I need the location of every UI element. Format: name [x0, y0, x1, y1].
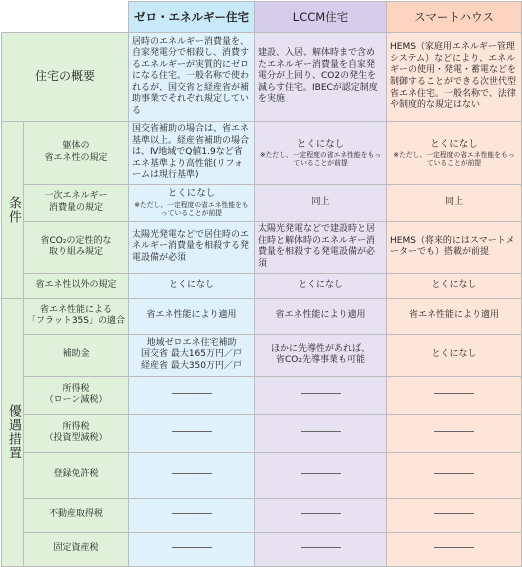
overview-label: 住宅の概要	[2, 33, 129, 122]
cell-main-text: とくになし	[430, 138, 478, 150]
table-row	[2, 532, 522, 566]
row-label: 躯体の 省エネ性の規定	[24, 122, 129, 185]
cell-lccm: 省エネ性能により適用	[255, 298, 387, 334]
table-row	[2, 221, 522, 273]
cell-zeh	[129, 532, 255, 566]
housing-comparison-table	[1, 1, 522, 567]
dash-mark	[172, 513, 212, 514]
cell-smart	[387, 122, 522, 185]
cell-smart: HEMS（将来的にはスマートメーターでも）搭載が前提	[387, 221, 522, 273]
cell-main-text: とくになし	[167, 188, 216, 200]
dash-mark	[172, 547, 212, 548]
cell-lccm: 同上	[255, 184, 387, 221]
dash-mark	[301, 513, 341, 514]
table-row	[2, 498, 522, 532]
cell-lccm: 太陽光発電などで建設時と居住時と解体時のエネルギー消費量を相殺する発電設備が必須	[255, 221, 387, 273]
cell-lccm	[255, 452, 387, 498]
overview-row	[2, 33, 522, 122]
cell-smart: とくになし	[387, 273, 522, 298]
overview-zeh: 居時のエネルギー消費量を、自家発電分で相殺し、消費するエネルギーが実質的にゼロになる住宅。一般名称で使われるが、国交省と経産省が補助事業でそれぞれ規定している	[129, 33, 255, 122]
dash-mark	[172, 393, 212, 394]
header-row	[2, 2, 522, 33]
table-row	[2, 122, 522, 185]
cell-smart	[387, 532, 522, 566]
corner-cell	[2, 2, 129, 33]
dash-mark	[301, 547, 341, 548]
cell-main-text: とくになし	[296, 138, 345, 150]
cell-smart	[387, 376, 522, 414]
row-label: 補助金	[24, 334, 129, 376]
row-label: 省エネ性能による 「フラット35S」の適合	[24, 298, 129, 334]
cell-zeh: 省エネ性能により適用	[129, 298, 255, 334]
cell-smart	[387, 414, 522, 452]
row-label: 所得税 （ローン減税）	[24, 376, 129, 414]
cell-note-text: ※ただし、一定程度の省エネ性能をもっていることが前提	[259, 150, 382, 167]
overview-lccm: 建設、入居、解体時まで含めたエネルギー消費量を自家発電分が上回り、CO2の発生を減らす住宅。IBECが認定制度を実施	[255, 33, 387, 122]
cell-zeh	[129, 414, 255, 452]
cell-lccm: とくになし	[255, 273, 387, 298]
table-row	[2, 298, 522, 334]
cell-zeh: 地域ゼロエネ住宅補助 国交省 最大165万円／戸 経産省 最大350万円／戸	[129, 334, 255, 376]
table-row	[2, 273, 522, 298]
row-label: 固定資産税	[24, 532, 129, 566]
cell-lccm	[255, 532, 387, 566]
dash-mark	[172, 431, 212, 432]
dash-mark	[301, 473, 341, 474]
dash-mark	[434, 547, 474, 548]
cell-zeh	[129, 376, 255, 414]
row-label: 一次エネルギー 消費量の規定	[24, 184, 129, 221]
section-incentives: 優遇措置	[2, 298, 24, 566]
cell-zeh	[129, 498, 255, 532]
table-row	[2, 452, 522, 498]
table-row	[2, 414, 522, 452]
cell-lccm: ほかに先導性があれば、 省CO₂先導事業も可能	[255, 334, 387, 376]
dash-mark	[434, 473, 474, 474]
header-smart: スマートハウス	[387, 2, 522, 33]
dash-mark	[434, 393, 474, 394]
dash-mark	[172, 473, 212, 474]
cell-smart: 同上	[387, 184, 522, 221]
dash-mark	[301, 393, 341, 394]
cell-smart	[387, 452, 522, 498]
dash-mark	[434, 513, 474, 514]
dash-mark	[301, 431, 341, 432]
header-lccm: LCCM住宅	[255, 2, 387, 33]
row-label: 所得税 （投資型減税）	[24, 414, 129, 452]
cell-smart: とくになし	[387, 334, 522, 376]
cell-smart	[387, 498, 522, 532]
section-conditions: 条件	[2, 122, 24, 299]
cell-zeh: 国交省補助の場合は、省エネ基準以上。経産省補助の場合は、Ⅳ地域でQ値1.9など省エネ基準より高性能(リフォームは現行基準)	[129, 122, 255, 185]
table-row	[2, 184, 522, 221]
row-label: 不動産取得税	[24, 498, 129, 532]
cell-lccm	[255, 376, 387, 414]
cell-zeh	[129, 452, 255, 498]
cell-lccm	[255, 122, 387, 185]
header-zeh: ゼロ・エネルギー住宅	[129, 2, 255, 33]
cell-smart: 省エネ性能により適用	[387, 298, 522, 334]
cell-zeh: 太陽光発電などで居住時のエネルギー消費量を相殺する発電設備が必須	[129, 221, 255, 273]
table-row	[2, 376, 522, 414]
cell-note-text: ※ただし、一定程度の省エネ性能をもっていることが前提	[393, 150, 515, 167]
cell-lccm	[255, 414, 387, 452]
cell-note-text: ※ただし、一定程度の省エネ性能をもっていることが前提	[134, 200, 249, 217]
cell-zeh: とくになし	[129, 273, 255, 298]
cell-lccm	[255, 498, 387, 532]
row-label: 登録免許税	[24, 452, 129, 498]
row-label: 省エネ性以外の規定	[24, 273, 129, 298]
table-row	[2, 334, 522, 376]
cell-zeh	[129, 184, 255, 221]
row-label: 省CO₂の定性的な 取り組み規定	[24, 221, 129, 273]
dash-mark	[434, 431, 474, 432]
overview-smart: HEMS（家庭用エネルギー管理システム）などにより、エネルギーの使用・発電・蓄電などを制御することができる次世代型省エネ住宅。一般名称で、法律や制度的な規定はない	[387, 33, 522, 122]
